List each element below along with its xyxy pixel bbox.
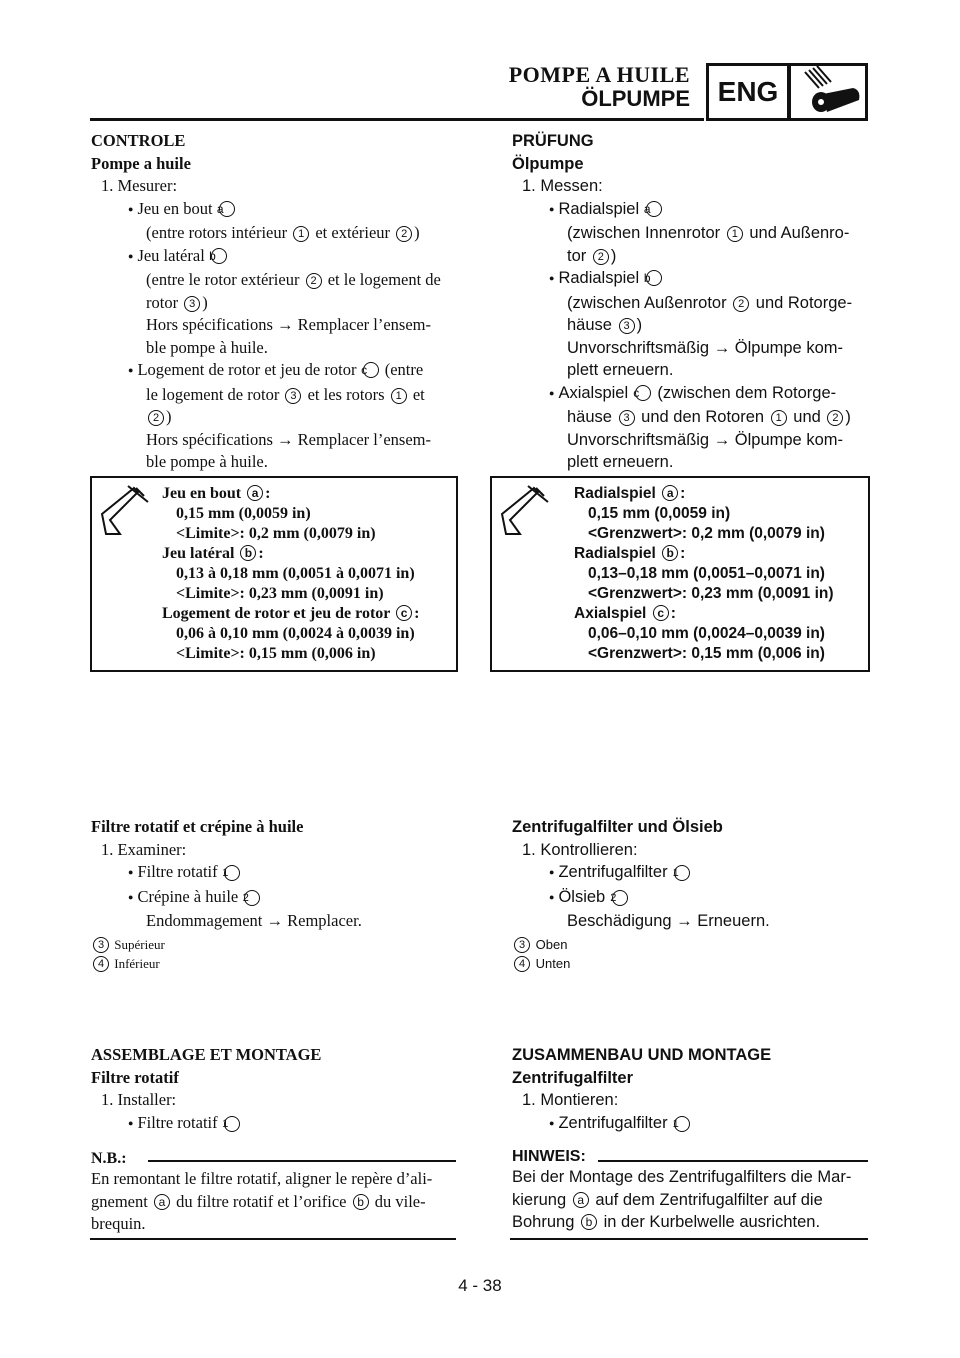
fr-spec-line: 0,06 à 0,10 mm (0,0024 à 0,0039 in) bbox=[176, 625, 415, 642]
de-hinweis-text bbox=[512, 1166, 868, 1234]
de-hinweis-rule bbox=[598, 1160, 868, 1162]
fr-jeu-lateral-detail: (entre le rotor extérieur 2 et le logement de bbox=[146, 270, 441, 289]
fr-filtre-section bbox=[91, 816, 461, 973]
de-pruefung-heading: PRÜFUNG bbox=[512, 132, 594, 150]
header-title-de: ÖLPUMPE bbox=[581, 86, 690, 111]
de-radial-1-detail-2: tor 2 ) bbox=[567, 246, 617, 265]
header-title-fr: POMPE A HUILE bbox=[508, 62, 690, 87]
de-legend-unten: 4 Unten bbox=[512, 954, 868, 973]
fr-assemblage-section bbox=[91, 1044, 461, 1136]
de-radial-1-detail: (zwischen Innenrotor 1 und Außenro- bbox=[567, 224, 850, 242]
de-legend-oben: 3 Oben bbox=[512, 935, 868, 954]
fr-pompe-heading: Pompe a huile bbox=[91, 153, 191, 173]
de-spec-line: Axialspiel c : bbox=[574, 605, 676, 622]
fr-spec-line: 0,13 à 0,18 mm (0,0051 à 0,0071 in) bbox=[176, 565, 415, 582]
engine-wrench-icon bbox=[788, 63, 868, 121]
de-item-zentrifugalfilter-install: ● Zentrifugalfilter 1 bbox=[512, 1112, 868, 1137]
de-axial-detail: häuse 3 und den Rotoren 1 und 2 ) bbox=[567, 408, 851, 426]
caliper-icon bbox=[98, 484, 152, 538]
fr-spec-line: 0,15 mm (0,0059 in) bbox=[176, 505, 311, 522]
section-code-badge bbox=[706, 63, 790, 121]
fr-logement-detail-2: 2 ) bbox=[91, 406, 461, 429]
fr-item-jeu-lateral: ● Jeu latéral b bbox=[91, 245, 461, 270]
fr-hors-spec-1b: ble pompe à huile. bbox=[146, 337, 268, 357]
de-item-zentrifugalfilter: ● Zentrifugalfilter 1 bbox=[512, 861, 868, 886]
de-unvor-1b: plett erneuern. bbox=[567, 361, 674, 379]
fr-step-examiner: 1. Examiner: bbox=[101, 839, 187, 859]
fr-spec-text bbox=[162, 484, 419, 664]
fr-legend-inferieur: 4 Inférieur bbox=[91, 954, 461, 973]
fr-nb-rule bbox=[148, 1160, 456, 1162]
fr-spec-line: <Limite>: 0,15 mm (0,006 in) bbox=[176, 645, 376, 662]
de-spec-line: Radialspiel b : bbox=[574, 545, 686, 562]
fr-spec-box bbox=[90, 476, 458, 672]
fr-nb-bottom-rule bbox=[90, 1238, 456, 1240]
de-item-axial: ● Axialspiel c (zwischen dem Rotorge- bbox=[512, 382, 868, 407]
fr-endommagement: Endommagement → Remplacer. bbox=[146, 911, 362, 930]
fr-logement-detail: le logement de rotor 3 et les rotors 1 et bbox=[146, 384, 425, 404]
de-filter-section bbox=[512, 816, 868, 973]
fr-nb-label: N.B.: bbox=[91, 1150, 127, 1167]
de-unvor-2: Unvorschriftsmäßig → Ölpumpe kom- bbox=[567, 430, 843, 449]
fr-hors-spec-2b: ble pompe à huile. bbox=[146, 452, 268, 471]
de-step-montieren: 1. Montieren: bbox=[522, 1091, 619, 1109]
de-spec-box bbox=[490, 476, 870, 672]
fr-item-filtre-rotatif: ● Filtre rotatif 1 bbox=[91, 861, 461, 886]
de-hinweis-label: HINWEIS: bbox=[512, 1148, 586, 1165]
de-filter-heading: Zentrifugalfilter und Ölsieb bbox=[512, 818, 723, 836]
de-spec-line: 0,06–0,10 mm (0,0024–0,0039 in) bbox=[588, 625, 825, 642]
fr-filtre-heading: Filtre rotatif et crépine à huile bbox=[91, 817, 304, 836]
fr-step-installer: 1. Installer: bbox=[101, 1090, 177, 1109]
de-spec-line: <Grenzwert>: 0,2 mm (0,0079 in) bbox=[588, 525, 825, 542]
fr-jeu-bout-detail: (entre rotors intérieur 1 et extérieur 2 ) bbox=[146, 223, 420, 242]
fr-legend-superieur: 3 Supérieur bbox=[91, 935, 461, 954]
fr-jeu-lateral-detail-2: rotor 3 ) bbox=[146, 292, 208, 312]
de-item-radial-1: ● Radialspiel a bbox=[512, 198, 868, 223]
de-spec-line: 0,15 mm (0,0059 in) bbox=[588, 505, 731, 522]
de-note-line: Bohrung b in der Kurbelwelle ausrichten. bbox=[512, 1213, 821, 1231]
de-item-radial-2: ● Radialspiel b bbox=[512, 267, 868, 292]
de-item-oelsieb: ● Ölsieb 2 bbox=[512, 886, 868, 911]
fr-controle-section bbox=[91, 130, 461, 474]
de-radial-2-detail: (zwischen Außenrotor 2 und Rotorge- bbox=[567, 293, 853, 312]
de-pruefung-section bbox=[512, 130, 868, 474]
section-code-label: ENG bbox=[717, 76, 779, 107]
fr-note-line: brequin. bbox=[91, 1214, 146, 1233]
de-step-messen: 1. Messen: bbox=[522, 177, 603, 195]
fr-assemblage-heading: ASSEMBLAGE ET MONTAGE bbox=[91, 1045, 322, 1064]
fr-hors-spec-2: Hors spécifications → Remplacer l’ensem- bbox=[146, 429, 431, 449]
fr-item-filtre-rotatif-install: ● Filtre rotatif 1 bbox=[91, 1112, 461, 1137]
de-beschaedigung: Beschädigung → Erneuern. bbox=[567, 912, 770, 930]
de-spec-line: Radialspiel a : bbox=[574, 485, 686, 502]
de-note-line: Bei der Montage des Zentrifugalfilters die Mar- bbox=[512, 1168, 852, 1186]
page-number: 4 - 38 bbox=[458, 1276, 502, 1295]
fr-item-crepine: ● Crépine à huile 2 bbox=[91, 886, 461, 911]
de-spec-line: <Grenzwert>: 0,23 mm (0,0091 in) bbox=[588, 585, 834, 602]
fr-step-measure: 1. Mesurer: bbox=[101, 176, 178, 195]
de-hinweis-bottom-rule bbox=[510, 1238, 868, 1240]
fr-note-line: En remontant le filtre rotatif, aligner le repère d’ali- bbox=[91, 1169, 433, 1188]
fr-item-jeu-bout: ● Jeu en bout a bbox=[91, 198, 461, 223]
de-spec-line: 0,13–0,18 mm (0,0051–0,0071 in) bbox=[588, 565, 825, 582]
de-unvor-2b: plett erneuern. bbox=[567, 453, 674, 471]
fr-controle-heading: CONTROLE bbox=[91, 131, 186, 150]
fr-spec-line: Jeu latéral b : bbox=[162, 545, 264, 562]
de-spec-text bbox=[574, 484, 834, 664]
de-zusammenbau-heading: ZUSAMMENBAU UND MONTAGE bbox=[512, 1046, 772, 1064]
fr-spec-line: <Limite>: 0,2 mm (0,0079 in) bbox=[176, 525, 376, 542]
de-unvor-1: Unvorschriftsmäßig → Ölpumpe kom- bbox=[567, 338, 843, 357]
fr-hors-spec-1: Hors spécifications → Remplacer l’ensem- bbox=[146, 315, 431, 334]
de-note-line: kierung a auf dem Zentrifugalfilter auf die bbox=[512, 1190, 823, 1209]
caliper-icon bbox=[498, 484, 552, 538]
fr-nb-text bbox=[91, 1168, 457, 1236]
de-radial-2-detail-2: häuse 3 ) bbox=[567, 316, 643, 334]
fr-filtre-rotatif-heading: Filtre rotatif bbox=[91, 1067, 179, 1087]
de-zusammenbau-section bbox=[512, 1044, 868, 1136]
fr-spec-line: <Limite>: 0,23 mm (0,0091 in) bbox=[176, 585, 384, 602]
fr-note-line: gnement a du filtre rotatif et l’orifice b du vile- bbox=[91, 1191, 426, 1211]
de-step-kontrollieren: 1. Kontrollieren: bbox=[522, 840, 638, 859]
header-rule bbox=[90, 118, 704, 121]
fr-item-logement: ● Logement de rotor et jeu de rotor c (entre bbox=[91, 359, 461, 384]
fr-spec-line: Logement de rotor et jeu de rotor c : bbox=[162, 605, 420, 622]
de-zentrifugalfilter-heading: Zentrifugalfilter bbox=[512, 1068, 634, 1087]
de-oelpumpe-heading: Ölpumpe bbox=[512, 154, 584, 173]
fr-spec-line: Jeu en bout a : bbox=[162, 485, 271, 502]
de-spec-line: <Grenzwert>: 0,15 mm (0,006 in) bbox=[588, 645, 825, 662]
